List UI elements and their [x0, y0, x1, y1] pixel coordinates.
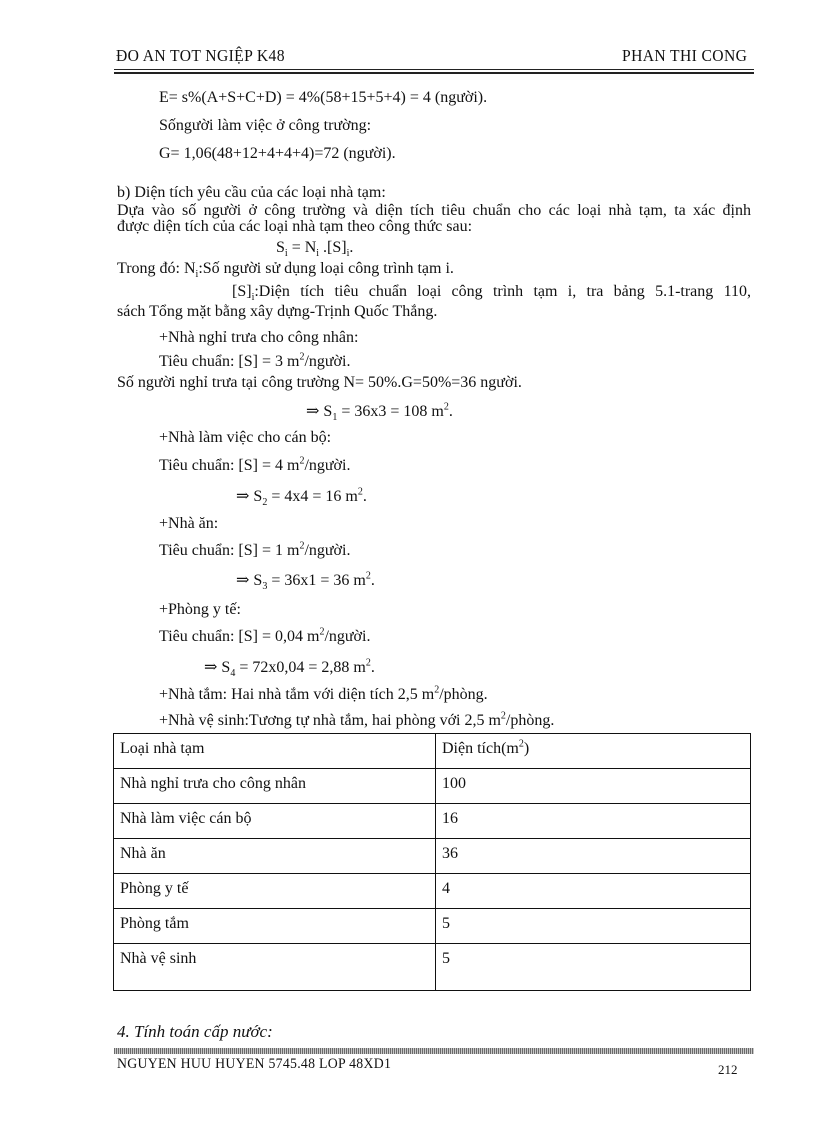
- table-header-row: [114, 734, 751, 769]
- header-rule-thin: [114, 69, 754, 70]
- section-b-para-line1: Dựa vào số người ở công trường và diện tích tiêu chuẩn cho các loại nhà tạm, ta xác định: [117, 202, 751, 219]
- cell-name: Phòng tắm: [114, 909, 436, 944]
- definition-si: $[S]_i:Diện$ tích tiêu chuẩn loại công trình tạm i, tra bảng 5.1-trang 110,: [232, 283, 751, 304]
- header-right: PHAN THI CONG: [622, 46, 748, 65]
- rest-workers-count: Số người nghỉ trưa tại công trường N= 50%.G=50%=36 người.: [117, 374, 522, 391]
- standard-rest: Tiêu chuẩn: [S] = 3 $m^2$/người.: [159, 351, 351, 370]
- cell-area: 100: [436, 769, 751, 804]
- header-cell-type: Loại nhà tạm: [114, 734, 436, 769]
- nha-lam-viec-heading: +Nhà làm việc cho cán bộ:: [159, 429, 332, 446]
- g-formula: G= 1,06(48+12+4+4+4)=72 (người).: [159, 145, 396, 162]
- cell-name: Nhà nghỉ trưa cho công nhân: [114, 769, 436, 804]
- table-row: [114, 944, 751, 991]
- header-rule-thick: [114, 72, 754, 74]
- temporary-buildings-table: [113, 733, 751, 991]
- cell-area: 36: [436, 839, 751, 874]
- workers-intro: Sốngười làm việc ở công trường:: [159, 117, 372, 134]
- cell-area: 5: [436, 944, 751, 991]
- s3-result: ⇒ $S_3 = 36x1 = 36$ $m^2$.: [236, 570, 375, 593]
- section-b-heading: b) Diện tích yêu cầu của các loại nhà tạm:: [117, 184, 386, 201]
- e-formula: E= s%(A+S+C+D) = 4%(58+15+5+4) = 4 (người).: [159, 89, 488, 106]
- definition-si-cont: sách Tổng mặt bằng xây dựng-Trịnh Quốc Thắng.: [117, 303, 438, 320]
- table-row: [114, 804, 751, 839]
- standard-canteen: Tiêu chuẩn: [S] = 1 $m^2$/người.: [159, 540, 351, 559]
- nha-an-heading: +Nhà ăn:: [159, 515, 219, 532]
- table-row: [114, 874, 751, 909]
- table-row: [114, 839, 751, 874]
- section-b-para-line2: được diện tích của các loại nhà tạm theo công thức sau:: [117, 218, 473, 235]
- cell-area: 4: [436, 874, 751, 909]
- standard-office: Tiêu chuẩn: [S] = 4 $m^2$/người.: [159, 455, 351, 474]
- cell-area: 5: [436, 909, 751, 944]
- s4-result: ⇒ $S_4 = 72x0,04 = 2,88$ $m^2$.: [204, 657, 375, 680]
- footer-rule: [114, 1048, 754, 1054]
- header-left: ĐO AN TOT NGIỆP K48: [116, 46, 285, 65]
- cell-area: 16: [436, 804, 751, 839]
- section-heading-water: 4. Tính toán cấp nước:: [117, 1022, 273, 1041]
- s1-result: ⇒ $S_1 = 36x3 = 108$ $m^2$.: [306, 401, 453, 424]
- table-row: [114, 769, 751, 804]
- phong-y-te-heading: +Phòng y tế:: [159, 601, 241, 618]
- standard-clinic: Tiêu chuẩn: [S] = 0,04 $m^2$/người.: [159, 626, 371, 645]
- definition-ni: Trong đó: $N_i:Số$ người sử dụng loại công trình tạm i.: [117, 260, 454, 281]
- nha-tam-line: +Nhà tắm: Hai nhà tắm với diện tích 2,5 $m^2$/phòng.: [159, 684, 488, 703]
- cell-name: Nhà vệ sinh: [114, 944, 436, 991]
- header-cell-area: Diện $tích(m^2)$: [436, 734, 751, 769]
- footer-author: NGUYEN HUU HUYEN 5745.48 LOP 48XD1: [117, 1056, 392, 1072]
- s2-result: ⇒ $S_2 = 4x4 = 16$ $m^2$.: [236, 486, 367, 509]
- nha-ve-sinh-line: +Nhà vệ sinh:Tương tự nhà tắm, hai phòng với 2,5 $m^2$/phòng.: [159, 710, 555, 729]
- area-formula: $S_i = N_i$ $.[S]_i$.: [276, 239, 354, 260]
- cell-name: Nhà ăn: [114, 839, 436, 874]
- nha-nghi-heading: +Nhà nghỉ trưa cho công nhân:: [159, 329, 359, 346]
- page-number: 212: [718, 1062, 738, 1077]
- cell-name: Nhà làm việc cán bộ: [114, 804, 436, 839]
- cell-name: Phòng y tế: [114, 874, 436, 909]
- table-row: [114, 909, 751, 944]
